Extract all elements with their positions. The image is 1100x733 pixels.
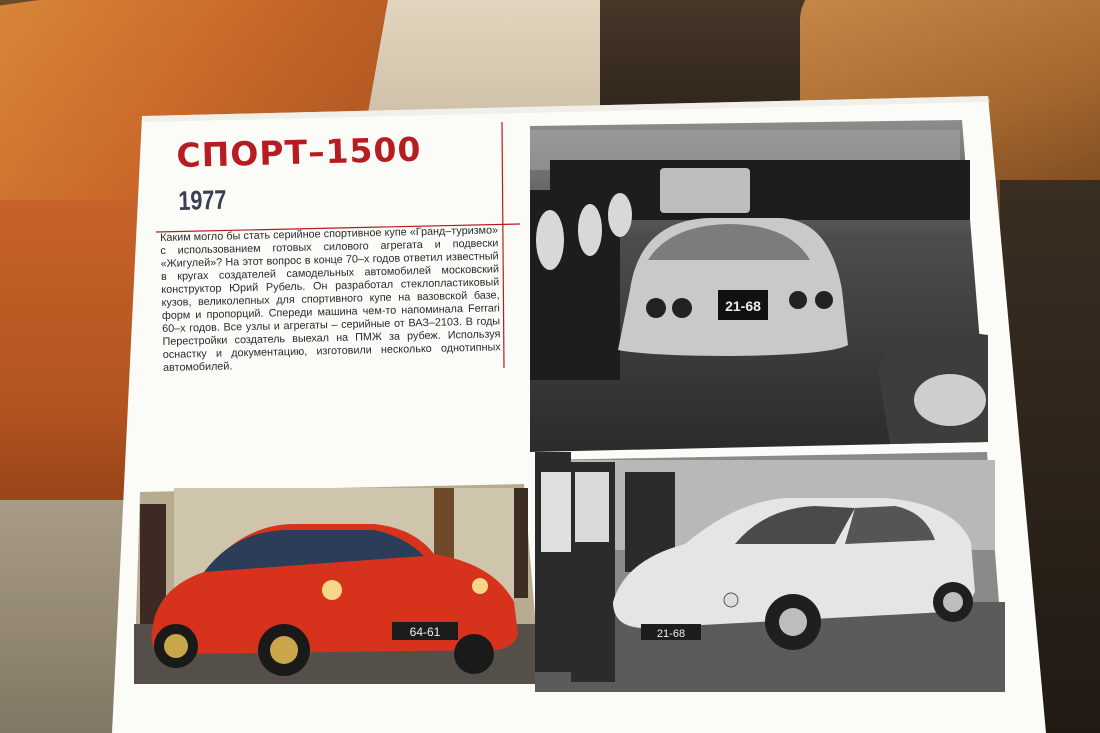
rear-plate-number: 21-68: [725, 298, 761, 314]
card-description: Каким могло бы стать серийное спортивное купе «Гранд–туризмо» с использованием готовых силового агрегата и подвески «Жигулей»? На этот вопрос в конце 70–х годов ответил известный в кругах создателей самодельных автомобилей московский конструктор Юрий Рубель. Он разработал стеклопластиковый кузов, великолепных для спортивного купе на вазовской базе, форм и пропорций. Спереди машина чем-то напоминала Ferrari 60–х годов. Все узлы и агрегаты – серийные от ВАЗ–2103. В годы Перестройки создатель выехал на ПМЖ за рубеж. Используя оснастку и документацию, изготовили несколько однотипных автомобилей.: [160, 224, 501, 374]
white-car-plate-number: 21-68: [656, 628, 686, 640]
photo-crowd-rear-view: [530, 120, 990, 452]
card-title: СПОРТ–1500: [176, 129, 422, 175]
front-plate-number: 64-61: [409, 625, 441, 639]
photo-white-car: [535, 452, 1005, 692]
bus: [660, 168, 750, 213]
card-year: 1977: [178, 184, 227, 216]
photo-red-car: [134, 484, 540, 684]
